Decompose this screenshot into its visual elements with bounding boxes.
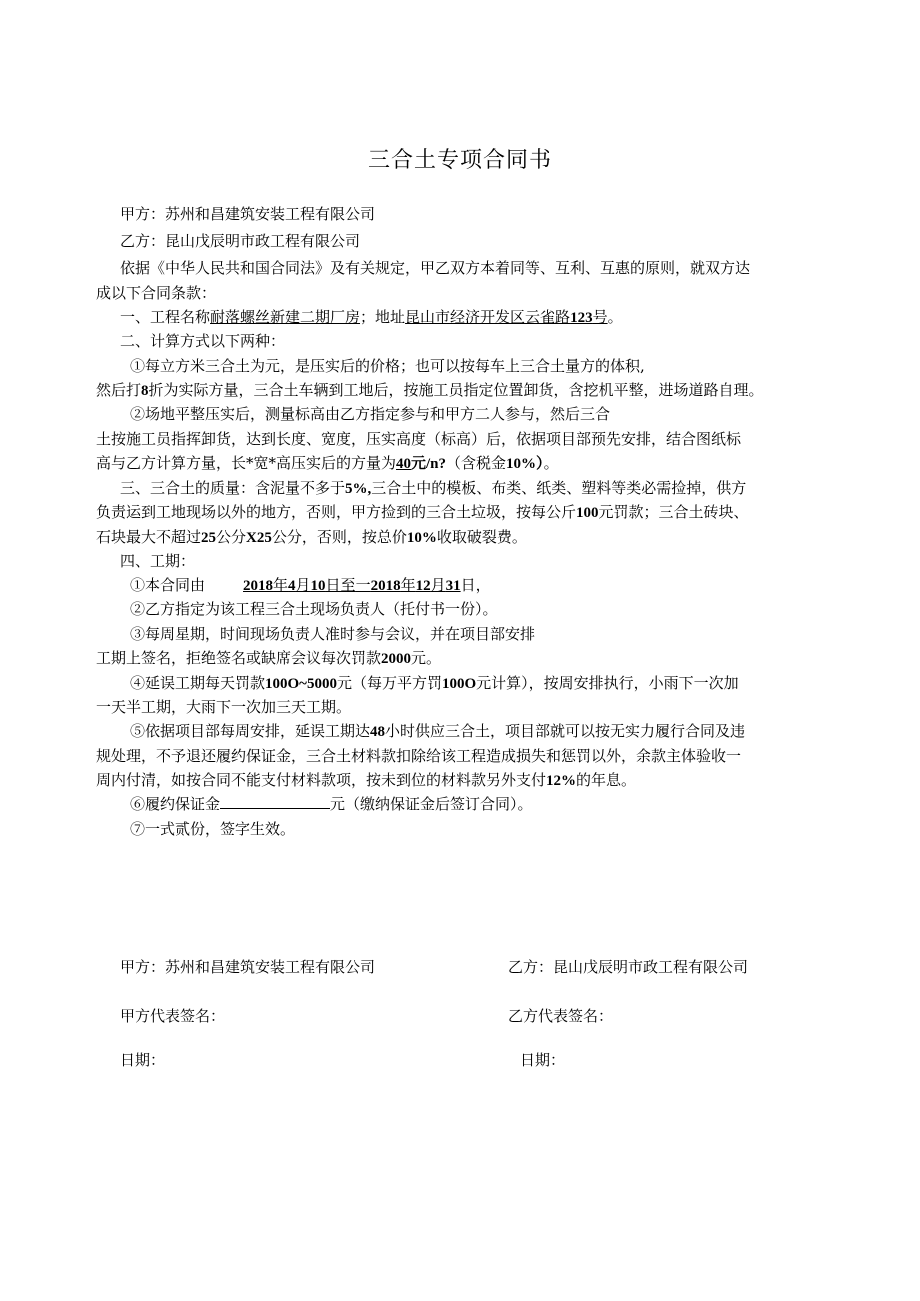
- delay-fine-per-10k: 100O: [442, 676, 477, 692]
- c3-c-mid2: 公分，否则，按总价: [271, 528, 407, 546]
- c4-item6-post: 元（缴纳保证金后签订合同）。: [330, 795, 533, 813]
- c4-item5-post: 小时供应三合土，项目部就可以按无实力履行合同及违: [385, 722, 746, 740]
- signature-party-a-name: 甲方：苏州和昌建筑安装工程有限公司: [120, 958, 376, 976]
- intro-line-1: 依据《中华人民共和国合同法》及有关规定，甲乙双方本着同等、互利、互惠的原则，就双方达: [120, 259, 751, 277]
- signature-party-a-date: 日期：: [120, 1051, 166, 1069]
- clause-3-line-3: [96, 527, 527, 548]
- end-month: 12: [415, 578, 431, 594]
- c4-item4-mid: 元（每万平方罚: [336, 674, 442, 692]
- start-year-unit: 年: [273, 576, 289, 594]
- clause-1-mid: ；地址: [360, 308, 406, 326]
- start-day: 10: [310, 578, 326, 594]
- c2-item1-pre: 然后打: [96, 381, 142, 399]
- unit-price: 40: [396, 456, 412, 472]
- c3-c-pre: 石块最大不超过: [96, 528, 202, 546]
- clause-2-item-2-line-1: ②场地平整压实后，测量标高由乙方指定参与和甲方二人参与，然后三合: [130, 405, 611, 423]
- interest-rate: 12%: [546, 773, 577, 789]
- c3-b-pre: 负责运到工地现场以外的地方，否则，甲方捡到的三合土垃圾，按每公斤: [96, 503, 577, 521]
- tax-rate: 10%）: [506, 456, 544, 472]
- clause-4-item-4-line-2: 一天半工期，大雨下一次加三天工期。: [96, 698, 352, 716]
- mud-content: 5%,: [345, 481, 372, 497]
- c2-item1-post: 折为实际方量，三合土车辆到工地后，按施工员指定位置卸货，含挖机平整，进场道路自理。: [148, 381, 764, 399]
- end-month-unit: 月: [430, 576, 446, 594]
- signature-party-b-name: 乙方：昆山戊辰明市政工程有限公司: [508, 958, 749, 976]
- clause-4-item-5-line-1: [130, 721, 745, 742]
- clause-4-item-5-line-3: [96, 770, 636, 791]
- c3-pre: 三、三合土的质量：含泥量不多于: [120, 479, 346, 497]
- end-day: 31: [445, 578, 461, 594]
- delay-hours: 48: [370, 724, 386, 740]
- start-month-unit: 月: [295, 576, 311, 594]
- tax-prefix: （含税金: [446, 454, 507, 472]
- clause-3-line-1: [120, 478, 746, 499]
- c4-item4-post: 元计算），按周安排执行，小雨下一次加: [476, 674, 739, 692]
- max-size-2: X25: [246, 530, 272, 546]
- delay-fine-range: 100O~5000: [265, 676, 337, 692]
- c2-item2-pre: 高与乙方计算方量，长*宽*高压实后的方量为: [96, 454, 397, 472]
- c3-post: 三合土中的模板、布类、纸类、塑料等类必需捡掉，供方: [371, 479, 747, 497]
- address-suffix: 号: [592, 308, 608, 326]
- date-dash: 一: [355, 576, 371, 594]
- c4-item3-post: 元。: [411, 649, 442, 667]
- end-year: 2018: [370, 578, 401, 594]
- clause-4-item-3-line-1: ③每周星期，时间现场负责人准时参与会议，并在项目部安排: [130, 625, 536, 643]
- clause-4-item-4-line-1: [130, 673, 739, 694]
- clause-4-heading: 四、工期：: [120, 552, 196, 570]
- breakage-fee: 10%: [406, 530, 437, 546]
- end-year-unit: 年: [400, 576, 416, 594]
- clause-2-item-2-line-2: 土按施工员指挥卸货，达到长度、宽度，压实高度（标高）后，依据项目部预先安排，结合图纸标: [96, 430, 742, 448]
- c4-item5-pre: ⑤依据项目部每周安排，延误工期达: [130, 722, 371, 740]
- clause-3-line-2: [96, 502, 749, 523]
- intro-line-2: 成以下合同条款：: [96, 284, 217, 302]
- clause-1: [120, 307, 623, 328]
- c4-item1-pre: ①本合同由: [130, 576, 206, 594]
- clause-4-item-2: ②乙方指定为该工程三合土现场负责人（托付书一份）。: [130, 600, 498, 618]
- max-size-1: 25: [201, 530, 217, 546]
- address-number: 123: [570, 310, 593, 326]
- party-a-line: 甲方：苏州和昌建筑安装工程有限公司: [120, 205, 376, 223]
- start-year: 2018: [243, 578, 274, 594]
- c3-b-post: 元罚款；三合土砖块、: [598, 503, 749, 521]
- c4-item4-pre: ④延误工期每天罚款: [130, 674, 266, 692]
- end-day-unit: 日，: [460, 576, 491, 594]
- meeting-fine: 2000: [381, 651, 412, 667]
- clause-1-end: 。: [607, 308, 623, 326]
- clause-2-item-1-line-2: [96, 380, 764, 401]
- start-month: 4: [288, 578, 296, 594]
- contract-title: 三合土专项合同书: [367, 148, 552, 173]
- c3-c-mid: 公分: [216, 528, 247, 546]
- clause-2-item-2-line-3: [96, 453, 559, 474]
- fine-per-kg: 100: [576, 505, 599, 521]
- project-address: 昆山市经济开发区云雀路: [405, 308, 571, 326]
- clause-4-item-3-line-2: [96, 648, 441, 669]
- clause-4-item-6: [130, 794, 533, 814]
- price-unit: 元/n?: [411, 456, 447, 472]
- signature-party-b-rep: 乙方代表签名：: [508, 1007, 614, 1025]
- discount-number: 8: [141, 383, 149, 399]
- c4-item3-pre: 工期上签名，拒绝签名或缺席会议每次罚款: [96, 649, 382, 667]
- c3-c-post: 收取破裂费。: [436, 528, 527, 546]
- c4-item5-c-pre: 周内付清，如按合同不能支付材料款项，按未到位的材料款另外支付: [96, 771, 547, 789]
- clause-1-prefix: 一、工程名称: [120, 308, 211, 326]
- start-day-unit: 日至: [325, 576, 356, 594]
- c4-item6-pre: ⑥履约保证金: [130, 795, 221, 813]
- clause-4-item-7: ⑦一式贰份，签字生效。: [130, 820, 296, 838]
- clause-4-item-1: [130, 575, 491, 596]
- clause-2-heading: 二、计算方式以下两种：: [120, 332, 286, 350]
- clause-4-item-5-line-2: 规处理，不予退还履约保证金，三合土材料款扣除给该工程造成损失和惩罚以外，余款主体验收一: [96, 747, 742, 765]
- deposit-blank: [220, 794, 330, 809]
- c4-item5-c-post: 的年息。: [576, 771, 637, 789]
- party-b-line: 乙方：昆山戊辰明市政工程有限公司: [120, 232, 361, 250]
- clause-2-item-1-line-1: ①每立方米三合土为元，是压实后的价格；也可以按每车上三合土量方的体积,: [130, 357, 645, 375]
- c2-item2-end: 。: [543, 454, 559, 472]
- project-name: 耐落螺丝新建二期厂房: [210, 308, 361, 326]
- signature-party-a-rep: 甲方代表签名：: [120, 1007, 226, 1025]
- signature-party-b-date: 日期：: [520, 1051, 566, 1069]
